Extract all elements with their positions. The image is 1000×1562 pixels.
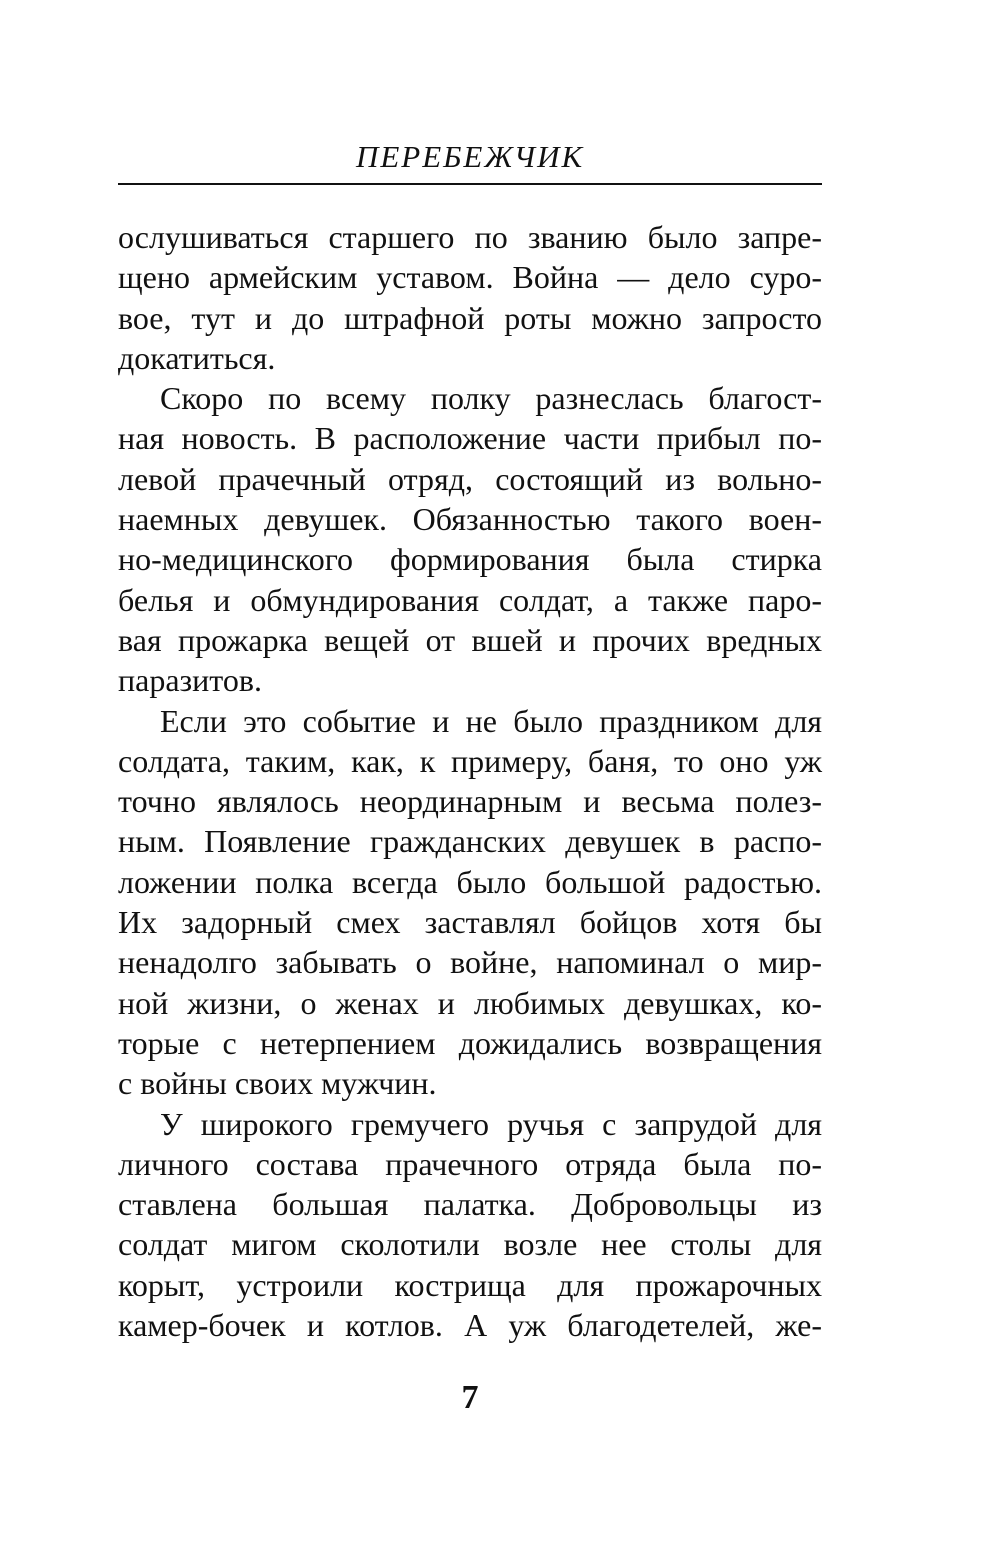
text-line: с войны своих мужчин. <box>118 1065 437 1102</box>
text-line: паразитов. <box>118 662 262 699</box>
text-line: солдат мигом сколотили возле нее столы для <box>118 1226 822 1263</box>
paragraph <box>118 378 822 700</box>
text-line: ложении полка всегда было большой радостью. <box>118 863 822 900</box>
text-line: Скоро по всему полку разнеслась благост- <box>160 380 822 417</box>
header-rule <box>118 183 822 185</box>
text-line: точно являлось неординарным и весьма полез- <box>118 783 822 820</box>
text-line: корыт, устроили кострища для прожарочных <box>118 1266 822 1303</box>
text-line: ная новость. В расположение части прибыл по- <box>118 420 822 457</box>
text-line: щено армейским уставом. Война — дело суро- <box>118 259 822 296</box>
text-line: докатиться. <box>118 339 276 376</box>
text-line: ослушиваться старшего по званию было запре- <box>118 219 822 255</box>
text-line: торые с нетерпением дожидались возвращения <box>118 1024 822 1061</box>
text-line: но-медицинского формирования была стирка <box>118 541 822 578</box>
text-line: солдата, таким, как, к примеру, баня, то оно уж <box>118 742 822 779</box>
text-line: У широкого гремучего ручья с запрудой для <box>160 1105 822 1142</box>
text-line: наемных девушек. Обязанностью такого воен- <box>118 501 822 538</box>
paragraph <box>118 217 822 378</box>
text-line: Их задорный смех заставлял бойцов хотя бы <box>118 904 822 941</box>
body-text <box>118 217 822 1345</box>
text-line: ставлена большая палатка. Добровольцы из <box>118 1186 822 1223</box>
text-line: вая прожарка вещей от вшей и прочих вредных <box>118 621 822 658</box>
text-line: Если это событие и не было праздником для <box>160 702 822 739</box>
paragraph <box>118 1104 822 1346</box>
paragraph <box>118 701 822 1104</box>
text-line: личного состава прачечного отряда была по- <box>118 1145 822 1182</box>
page-number: 7 <box>461 1379 479 1416</box>
text-line: левой прачечный отряд, состоящий из вольно- <box>118 460 822 497</box>
text-line: ным. Появление гражданских девушек в распо- <box>118 823 822 860</box>
text-line: ненадолго забывать о войне, напоминал о мир- <box>118 944 822 981</box>
text-line: вое, тут и до штрафной роты можно запросто <box>118 299 822 336</box>
text-line: камер-бочек и котлов. А уж благодетелей, же- <box>118 1307 822 1344</box>
text-line: белья и обмундирования солдат, а также паро- <box>118 581 822 618</box>
running-title: ПЕРЕБЕЖЧИК <box>355 139 585 174</box>
text-line: ной жизни, о женах и любимых девушках, ко- <box>118 984 822 1021</box>
